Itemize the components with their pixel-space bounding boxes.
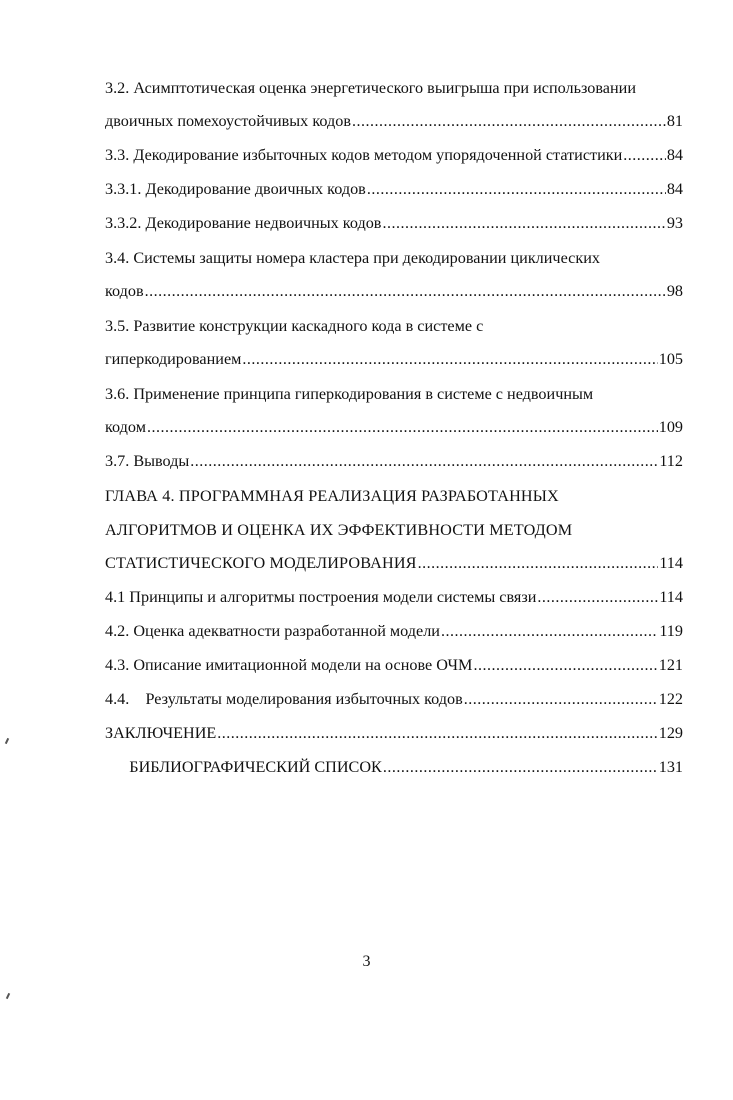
toc-entry-3-3 — [105, 138, 683, 172]
dot-leader — [441, 622, 658, 642]
dot-leader — [383, 758, 658, 778]
toc-entry-text: 3.3.2. Декодирование недвоичных кодов — [105, 214, 382, 232]
toc-entry-3-7 — [105, 444, 683, 478]
toc-page-number: 114 — [659, 554, 683, 572]
dot-leader — [537, 588, 658, 608]
dot-leader — [190, 452, 658, 472]
toc-page-number: 114 — [659, 588, 683, 606]
toc-entry-text: 4.1 Принципы и алгоритмы построения модели системы связи — [105, 588, 537, 606]
toc-entry-4-4 — [105, 682, 683, 716]
toc-entry-text: гиперкодированием — [105, 350, 242, 368]
toc-entry-3-5 — [105, 342, 683, 376]
toc-page-number: 109 — [658, 418, 683, 436]
dot-leader — [352, 112, 666, 132]
toc-entry-text: 3.3.1. Декодирование двоичных кодов — [105, 180, 366, 198]
toc-page-number: 121 — [658, 656, 683, 674]
toc-entry-3-5-line-1 — [105, 308, 683, 342]
scan-speck — [6, 993, 10, 999]
toc-entry-text: 4.4. Результаты моделирования избыточных кодов — [105, 690, 463, 708]
toc-entry-3-3-1 — [105, 172, 683, 206]
toc-page-number: 93 — [666, 214, 683, 232]
toc-entry-3-4 — [105, 274, 683, 308]
dot-leader — [147, 418, 658, 438]
toc-entry-3-4-line-1 — [105, 240, 683, 274]
toc-page-number: 105 — [658, 350, 683, 368]
toc-entry-text: ЗАКЛЮЧЕНИЕ — [105, 724, 217, 742]
toc-entry-4-3 — [105, 648, 683, 682]
toc-entry-bibliography — [105, 750, 683, 784]
dot-leader — [382, 214, 665, 234]
dot-leader — [367, 180, 666, 200]
toc-entry-text: 3.4. Системы защиты номера кластера при декодировании циклических — [105, 249, 600, 267]
toc-page-number: 129 — [658, 724, 683, 742]
toc-entry-text: 3.5. Развитие конструкции каскадного кода в системе с — [105, 317, 484, 335]
dot-leader — [242, 350, 657, 370]
toc-entry-text: двоичных помехоустойчивых кодов — [105, 112, 351, 130]
toc-page-number: 98 — [666, 282, 683, 300]
toc-page-number: 81 — [666, 112, 683, 130]
toc-entry-3-2-line-1 — [105, 70, 683, 104]
toc-entry-text: 3.2. Асимптотическая оценка энергетического выигрыша при использовании — [105, 79, 636, 97]
dot-leader — [145, 282, 666, 302]
dot-leader — [473, 656, 657, 676]
toc-entry-3-6-line-1 — [105, 376, 683, 410]
page-number: 3 — [362, 953, 371, 970]
toc-page-number: 84 — [666, 180, 683, 198]
toc-entry-3-2 — [105, 104, 683, 138]
dot-leader — [217, 724, 657, 744]
toc-entry-text: АЛГОРИТМОВ И ОЦЕНКА ИХ ЭФФЕКТИВНОСТИ МЕТОДОМ — [105, 521, 573, 539]
dot-leader — [464, 690, 658, 710]
dot-leader — [418, 554, 659, 574]
toc-page-number: 131 — [658, 758, 683, 776]
toc-entry-text: СТАТИСТИЧЕСКОГО МОДЕЛИРОВАНИЯ — [105, 554, 417, 572]
toc-entry-text: 3.3. Декодирование избыточных кодов методом упорядоченной статистики — [105, 146, 623, 164]
toc-entry-3-6 — [105, 410, 683, 444]
toc-page-number: 119 — [659, 622, 683, 640]
toc-chapter-4-line-1 — [105, 478, 683, 512]
toc-entry-text: ГЛАВА 4. ПРОГРАММНАЯ РЕАЛИЗАЦИЯ РАЗРАБОТАННЫХ — [105, 487, 559, 505]
toc-entry-text: кодом — [105, 418, 146, 436]
toc-entry-text: 4.2. Оценка адекватности разработанной модели — [105, 622, 440, 640]
dot-leader — [623, 146, 666, 166]
scan-speck — [5, 738, 9, 744]
toc-entry-text: кодов — [105, 282, 144, 300]
toc-entry-text: 4.3. Описание имитационной модели на основе ОЧМ — [105, 656, 473, 674]
toc-entry-text: 3.6. Применение принципа гиперкодирования в системе с недвоичным — [105, 385, 594, 403]
toc-entry-4-1 — [105, 580, 683, 614]
table-of-contents — [105, 70, 683, 784]
toc-entry-conclusion — [105, 716, 683, 750]
toc-page-number: 122 — [658, 690, 683, 708]
toc-entry-text: БИБЛИОГРАФИЧЕСКИЙ СПИСОК — [105, 758, 382, 776]
toc-chapter-4-line-2 — [105, 512, 683, 546]
toc-entry-text: 3.7. Выводы — [105, 452, 190, 470]
toc-entry-3-3-2 — [105, 206, 683, 240]
toc-page-number: 84 — [666, 146, 683, 164]
toc-chapter-4 — [105, 546, 683, 580]
toc-page-number: 112 — [659, 452, 683, 470]
toc-entry-4-2 — [105, 614, 683, 648]
